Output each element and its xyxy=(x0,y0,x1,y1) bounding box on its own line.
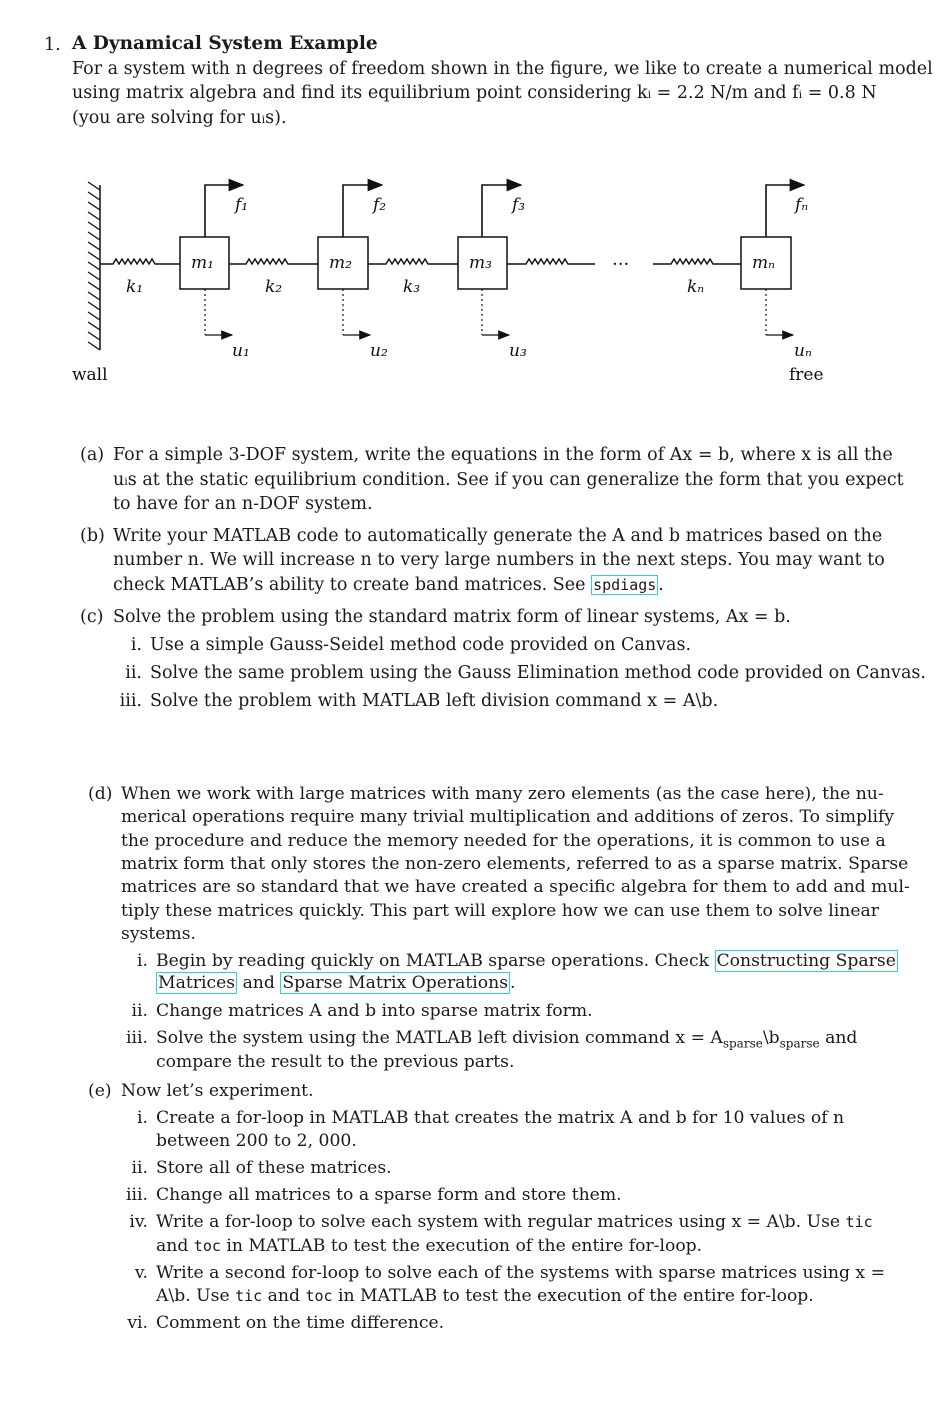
part-e-iv-line-1 xyxy=(156,1211,873,1234)
code-tic: tic xyxy=(845,1213,873,1231)
part-d-line-3: the procedure and reduce the memory needed for the operations, it is common to use a xyxy=(121,831,886,851)
free-label: free xyxy=(789,365,824,385)
part-d-iii-suffix: and xyxy=(819,1028,858,1048)
part-d-i-line-1 xyxy=(156,950,898,973)
part-d-i-end: . xyxy=(510,973,516,993)
spring-label-1: k₁ xyxy=(126,277,144,297)
spring-k2 xyxy=(229,259,318,264)
disp-label-3: u₃ xyxy=(509,341,527,361)
spring-label-3: k₃ xyxy=(403,277,421,297)
intro-line-2: using matrix algebra and find its equilibrium point considering kᵢ = 2.2 N/m and fᵢ = 0.8 N xyxy=(72,83,877,103)
part-b-line-3-prefix: check MATLAB’s ability to create band matrices. See xyxy=(113,575,586,595)
part-e-vi-label: vi. xyxy=(127,1313,148,1333)
force-label-n: fₙ xyxy=(795,195,809,215)
part-e-iv-line-2 xyxy=(156,1235,702,1258)
force-label-2: f₂ xyxy=(373,195,387,215)
code-tic-2: tic xyxy=(235,1287,263,1305)
part-b-label: (b) xyxy=(80,526,105,546)
part-c-ii-text: Solve the same problem using the Gauss Elimination method code provided on Canvas. xyxy=(150,663,926,683)
code-toc: toc xyxy=(193,1237,221,1255)
part-e-label: (e) xyxy=(88,1081,112,1101)
part-e-i-line-2: between 200 to 2, 000. xyxy=(156,1131,357,1151)
part-c-i-text: Use a simple Gauss-Seidel method code provided on Canvas. xyxy=(150,635,692,655)
part-e-text: Now let’s experiment. xyxy=(121,1081,314,1101)
part-e-ii-label: ii. xyxy=(131,1158,148,1178)
part-c-label: (c) xyxy=(80,607,104,627)
part-c-i-label: i. xyxy=(130,635,142,655)
part-a-line-1: For a simple 3-DOF system, write the equations in the form of Ax = b, where x is all the xyxy=(113,445,893,465)
part-b-line-3 xyxy=(113,573,664,597)
wall-label: wall xyxy=(72,365,108,385)
part-c-iii-text: Solve the problem with MATLAB left division command x = A\b. xyxy=(150,691,719,711)
disp-label-n: uₙ xyxy=(794,341,812,361)
part-e-v-label: v. xyxy=(134,1263,148,1283)
mass-label-3: m₃ xyxy=(469,253,492,273)
spring-k4 xyxy=(507,259,595,264)
part-e-iv-label: iv. xyxy=(129,1212,148,1232)
part-d-i-line-2 xyxy=(156,972,516,995)
part-e-iv-prefix: Write a for-loop to solve each system with regular matrices using x = A\b. Use xyxy=(156,1212,841,1232)
part-d-iii-line-2: compare the result to the previous parts. xyxy=(156,1052,515,1072)
sub-sparse-a: sparse xyxy=(722,1036,763,1051)
part-d-i-and: and xyxy=(242,973,275,993)
part-d-ii-text: Change matrices A and b into sparse matrix form. xyxy=(156,1001,593,1021)
matrices-link[interactable]: Matrices xyxy=(158,973,236,993)
part-d-iii-prefix: Solve the system using the MATLAB left division command x = A xyxy=(156,1028,723,1048)
intro-line-1: For a system with n degrees of freedom shown in the figure, we like to create a numerical model xyxy=(72,59,933,79)
problem-number: 1. xyxy=(44,35,61,55)
part-b-line-2: number n. We will increase n to very large numbers in the next steps. You may want to xyxy=(113,550,885,570)
intro-line-3: (you are solving for uᵢs). xyxy=(72,108,287,128)
mass-label-1: m₁ xyxy=(191,253,214,273)
part-d-ii-label: ii. xyxy=(131,1001,148,1021)
part-d-i-text: Begin by reading quickly on MATLAB sparse operations. Check xyxy=(156,951,710,971)
part-a-label: (a) xyxy=(80,445,105,465)
part-c-ii-label: ii. xyxy=(125,663,142,683)
part-d-line-2: merical operations require many trivial multiplication and additions of zeros. To simplify xyxy=(121,807,895,827)
part-b-line-1: Write your MATLAB code to automatically generate the A and b matrices based on the xyxy=(113,526,883,546)
part-e-ii-text: Store all of these matrices. xyxy=(156,1158,392,1178)
spring-mass-figure xyxy=(0,0,952,410)
spring-kn xyxy=(653,259,741,264)
part-d-line-5: matrices are so standard that we have created a specific algebra for them to add and mul- xyxy=(121,877,910,897)
part-d-i-label: i. xyxy=(137,951,148,971)
spdiags-link[interactable]: spdiags xyxy=(593,576,657,594)
wall-icon xyxy=(88,182,100,350)
part-e-v-line-1: Write a second for-loop to solve each of the systems with sparse matrices using x = xyxy=(156,1263,885,1283)
part-e-iii-label: iii. xyxy=(126,1185,148,1205)
part-e-i-label: i. xyxy=(137,1108,148,1128)
constructing-sparse-link[interactable]: Constructing Sparse xyxy=(716,951,896,971)
part-e-iii-text: Change all matrices to a sparse form and store them. xyxy=(156,1185,622,1205)
part-e-i-line-1: Create a for-loop in MATLAB that creates the matrix A and b for 10 values of n xyxy=(156,1108,845,1128)
part-d-iii-mid: \b xyxy=(762,1028,780,1048)
part-d-line-4: matrix form that only stores the non-zero elements, referred to as a sparse matrix. Sparse xyxy=(121,854,909,874)
part-e-vi-text: Comment on the time difference. xyxy=(156,1313,445,1333)
part-a-line-2: uᵢs at the static equilibrium condition. See if you can generalize the form that you expect xyxy=(113,470,904,490)
problem-title: A Dynamical System Example xyxy=(72,33,378,54)
sparse-matrix-operations-link[interactable]: Sparse Matrix Operations xyxy=(282,973,509,993)
part-c-iii-label: iii. xyxy=(119,691,142,711)
sub-sparse-b: sparse xyxy=(779,1036,820,1051)
part-e-v-prefix: A\b. Use xyxy=(156,1286,230,1306)
spring-k3 xyxy=(368,259,458,264)
part-d-iii-label: iii. xyxy=(126,1028,148,1048)
part-d-label: (d) xyxy=(88,784,113,804)
spring-label-2: k₂ xyxy=(265,277,283,297)
part-e-v-and: and xyxy=(267,1286,300,1306)
part-d-line-1: When we work with large matrices with many zero elements (as the case here), the nu- xyxy=(121,784,884,804)
spring-k1 xyxy=(100,259,180,264)
part-c-text: Solve the problem using the standard matrix form of linear systems, Ax = b. xyxy=(113,607,791,627)
disp-label-2: u₂ xyxy=(370,341,388,361)
ellipsis: ··· xyxy=(612,254,630,275)
part-b-line-3-suffix: . xyxy=(658,575,664,595)
part-e-v-line-2 xyxy=(156,1285,814,1308)
part-e-iv-suffix: in MATLAB to test the execution of the entire for-loop. xyxy=(226,1236,703,1256)
part-d-line-6: tiply these matrices quickly. This part will explore how we can use them to solve linear xyxy=(121,901,879,921)
part-d-line-7: systems. xyxy=(121,924,197,944)
force-label-3: f₃ xyxy=(512,195,526,215)
mass-label-2: m₂ xyxy=(329,253,352,273)
code-toc-2: toc xyxy=(305,1287,333,1305)
mass-label-n: mₙ xyxy=(752,253,776,273)
part-e-v-suffix: in MATLAB to test the execution of the entire for-loop. xyxy=(338,1286,814,1306)
part-a-line-3: to have for an n-DOF system. xyxy=(113,494,373,514)
spring-label-n: kₙ xyxy=(687,277,705,297)
part-e-iv-and: and xyxy=(156,1236,189,1256)
disp-label-1: u₁ xyxy=(232,341,250,361)
force-label-1: f₁ xyxy=(235,195,249,215)
